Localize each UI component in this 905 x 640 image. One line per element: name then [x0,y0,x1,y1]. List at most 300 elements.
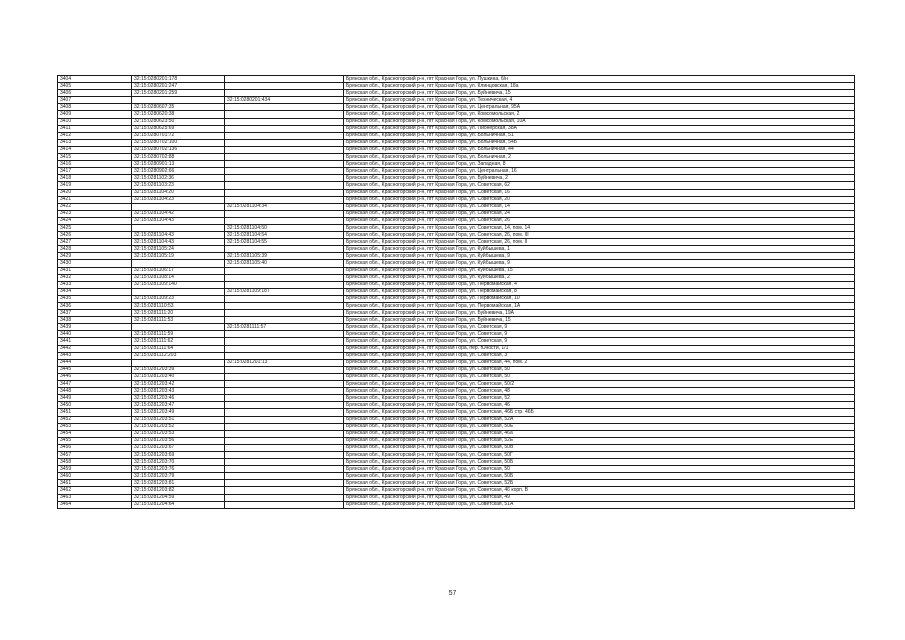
building-cadastral-number-cell [225,423,344,430]
address-cell: Брянская обл., Красногорский р-н, пгт Красная Гора, ул. Пушкина, б/н [344,76,855,83]
table-row [58,352,855,359]
cadastral-number-cell: 32:15:0280702:136 [132,146,225,153]
row-number-cell: 3449 [58,395,132,402]
address-cell: Брянская обл., Красногорский р-н, пгт Красная Гора, ул. Советская, 9 [344,324,855,331]
cadastral-number-cell: 32:15:0280625:69 [132,125,225,132]
cadastral-number-cell: 32:15:0281112:203 [132,352,225,359]
cadastral-number-cell [132,224,225,231]
table-row [58,373,855,380]
address-cell: Брянская обл., Красногорский р-н, пгт Красная Гора, ул. Куйбышева, 2 [344,274,855,281]
cadastral-number-cell: 32:15:0281104:43 [132,217,225,224]
table-row [58,381,855,388]
row-number-cell: 3454 [58,430,132,437]
table-row [58,182,855,189]
table-row [58,217,855,224]
address-cell: Брянская обл., Красногорский р-н, пгт Красная Гора, ул. Пионерская, 38А [344,125,855,132]
building-cadastral-number-cell [225,125,344,132]
building-cadastral-number-cell: 32:15:0280201:434 [225,97,344,104]
table-row [58,423,855,430]
address-cell: Брянская обл., Красногорский р-н, пгт Красная Гора, ул. Буйневича, 15 [344,317,855,324]
address-cell: Брянская обл., Красногорский р-н, пгт Красная Гора, ул. Западная, 8 [344,161,855,168]
row-number-cell: 3408 [58,104,132,111]
building-cadastral-number-cell [225,76,344,83]
building-cadastral-number-cell [225,366,344,373]
row-number-cell: 3434 [58,288,132,295]
cadastral-number-cell: 32:15:0280201:178 [132,76,225,83]
cadastral-number-cell: 32:15:0281204:59 [132,494,225,501]
row-number-cell: 3459 [58,466,132,473]
row-number-cell: 3411 [58,125,132,132]
address-cell: Брянская обл., Красногорский р-н, пгт Красная Гора, ул. Центральная, 16 [344,168,855,175]
cadastral-number-cell: 32:15:0280607:35 [132,104,225,111]
building-cadastral-number-cell [225,345,344,352]
building-cadastral-number-cell [225,388,344,395]
address-cell: Брянская обл., Красногорский р-н, пгт Красная Гора, ул. Советская, 16 [344,189,855,196]
cadastral-number-cell [132,97,225,104]
table-row [58,274,855,281]
cadastral-number-cell: 32:15:0281104:43 [132,232,225,239]
address-cell: Брянская обл., Красногорский р-н, пгт Красная Гора, ул. Больничная, 44 [344,146,855,153]
row-number-cell: 3453 [58,423,132,430]
building-cadastral-number-cell [225,430,344,437]
table-row [58,437,855,444]
table-row [58,303,855,310]
cadastral-number-cell: 32:15:0281203:46 [132,395,225,402]
row-number-cell: 3416 [58,161,132,168]
row-number-cell: 3450 [58,402,132,409]
address-cell: Брянская обл., Красногорский р-н, пгт Красная Гора, ул. Советская, 24 [344,210,855,217]
building-cadastral-number-cell [225,274,344,281]
address-cell: Брянская обл., Красногорский р-н, пгт Красная Гора, ул. Советская, 50Б [344,473,855,480]
building-cadastral-number-cell [225,381,344,388]
row-number-cell: 3447 [58,381,132,388]
building-cadastral-number-cell [225,217,344,224]
table-row [58,345,855,352]
row-number-cell: 3448 [58,388,132,395]
address-cell: Брянская обл., Красногорский р-н, пгт Красная Гора, ул. Больничная, 54Б [344,139,855,146]
address-cell: Брянская обл., Красногорский р-н, пгт Красная Гора, ул. Комсомольская, 2 [344,111,855,118]
table-row [58,480,855,487]
row-number-cell: 3460 [58,473,132,480]
building-cadastral-number-cell [225,338,344,345]
property-register-table [57,75,855,509]
building-cadastral-number-cell [225,451,344,458]
address-cell: Брянская обл., Красногорский р-н, пгт Красная Гора, ул. Центральная, 95А [344,104,855,111]
table-row [58,246,855,253]
building-cadastral-number-cell: 32:15:0281111:57 [225,324,344,331]
building-cadastral-number-cell [225,175,344,182]
address-cell: Брянская обл., Красногорский р-н, пгт Красная Гора, ул. Советская, 14, пом. 14 [344,224,855,231]
row-number-cell: 3451 [58,409,132,416]
row-number-cell: 3428 [58,246,132,253]
cadastral-number-cell: 32:15:0281203:79 [132,473,225,480]
cadastral-number-cell: 32:15:0281203:47 [132,402,225,409]
cadastral-number-cell: 32:15:0280702:88 [132,154,225,161]
table-row [58,288,855,295]
building-cadastral-number-cell [225,196,344,203]
table-row [58,168,855,175]
building-cadastral-number-cell [225,132,344,139]
table-row [58,125,855,132]
building-cadastral-number-cell [225,154,344,161]
building-cadastral-number-cell [225,466,344,473]
table-row [58,487,855,494]
building-cadastral-number-cell [225,182,344,189]
cadastral-number-cell: 32:15:0281111:20 [132,310,225,317]
cadastral-number-cell: 32:15:0281111:64 [132,345,225,352]
table-row [58,409,855,416]
row-number-cell: 3442 [58,345,132,352]
address-cell: Брянская обл., Красногорский р-н, пгт Красная Гора, ул. Советская, 26, пом. II [344,239,855,246]
row-number-cell: 3422 [58,203,132,210]
cadastral-number-cell: 32:15:0281104:42 [132,210,225,217]
cadastral-number-cell: 32:15:0281108:14 [132,274,225,281]
cadastral-number-cell: 32:15:0281203:43 [132,388,225,395]
row-number-cell: 3464 [58,501,132,508]
address-cell: Брянская обл., Красногорский р-н, пгт Красная Гора, ул. Советская, 49 [344,494,855,501]
building-cadastral-number-cell [225,331,344,338]
address-cell: Брянская обл., Красногорский р-н, пгт Красная Гора, ул. Советская, 3 [344,352,855,359]
address-cell: Брянская обл., Красногорский р-н, пгт Красная Гора, ул. Советская, 52 [344,395,855,402]
building-cadastral-number-cell [225,246,344,253]
address-cell: Брянская обл., Красногорский р-н, пгт Красная Гора, ул. Советская, 50/2 [344,381,855,388]
address-cell: Брянская обл., Красногорский р-н, пгт Красная Гора, ул. Больничная, 51 [344,132,855,139]
address-cell: Брянская обл., Красногорский р-н, пгт Красная Гора, ул. Первомайская, 10 [344,295,855,302]
building-cadastral-number-cell [225,168,344,175]
address-cell: Брянская обл., Красногорский р-н, пгт Красная Гора, ул. Советская, 9 [344,338,855,345]
building-cadastral-number-cell [225,83,344,90]
table-row [58,260,855,267]
table-row [58,494,855,501]
table-row [58,239,855,246]
row-number-cell: 3409 [58,111,132,118]
table-row [58,317,855,324]
building-cadastral-number-cell [225,501,344,508]
address-cell: Брянская обл., Красногорский р-н, пгт Красная Гора, ул. Советская, 50 [344,373,855,380]
page-number: 57 [448,590,457,597]
cadastral-number-cell: 32:15:0281106:17 [132,267,225,274]
row-number-cell: 3458 [58,459,132,466]
row-number-cell: 3446 [58,373,132,380]
address-cell: Брянская обл., Красногорский р-н, пгт Красная Гора, ул. Комсомольская, 10А [344,118,855,125]
table-row [58,161,855,168]
building-cadastral-number-cell [225,267,344,274]
building-cadastral-number-cell: 32:15:0281104:34 [225,203,344,210]
table-row [58,366,855,373]
table-row [58,395,855,402]
building-cadastral-number-cell: 32:15:0281105:40 [225,260,344,267]
address-cell: Брянская обл., Красногорский р-н, пгт Красная Гора, ул. Советская, 46Б стр. 46Б [344,409,855,416]
cadastral-number-cell: 32:15:0280702:100 [132,139,225,146]
building-cadastral-number-cell [225,444,344,451]
table-row [58,281,855,288]
table-body [58,76,855,509]
table-row [58,402,855,409]
building-cadastral-number-cell: 32:15:0281201:13 [225,359,344,366]
building-cadastral-number-cell [225,303,344,310]
table-row [58,267,855,274]
cadastral-number-cell [132,260,225,267]
building-cadastral-number-cell [225,480,344,487]
row-number-cell: 3410 [58,118,132,125]
row-number-cell: 3430 [58,260,132,267]
address-cell: Брянская обл., Красногорский р-н, пгт Красная Гора, ул. Советская, 44, пом. 2 [344,359,855,366]
row-number-cell: 3406 [58,90,132,97]
table-row [58,331,855,338]
table-row [58,430,855,437]
row-number-cell: 3418 [58,175,132,182]
row-number-cell: 3412 [58,132,132,139]
row-number-cell: 3426 [58,232,132,239]
cadastral-number-cell: 32:15:0281203:81 [132,480,225,487]
address-cell: Брянская обл., Красногорский р-н, пгт Красная Гора, ул. Советская, 14 [344,203,855,210]
table-row [58,139,855,146]
building-cadastral-number-cell [225,139,344,146]
row-number-cell: 3413 [58,139,132,146]
table-row [58,359,855,366]
address-cell: Брянская обл., Красногорский р-н, пгт Красная Гора, ул. Клинцовская, 18а [344,83,855,90]
row-number-cell: 3463 [58,494,132,501]
table-row [58,111,855,118]
building-cadastral-number-cell [225,473,344,480]
building-cadastral-number-cell [225,402,344,409]
building-cadastral-number-cell [225,210,344,217]
cadastral-number-cell: 32:15:0281203:42 [132,381,225,388]
cadastral-number-cell: 32:15:0281110:53 [132,303,225,310]
address-cell: Брянская обл., Красногорский р-н, пгт Красная Гора, ул. Советская, 51А [344,501,855,508]
cadastral-number-cell [132,324,225,331]
address-cell: Брянская обл., Красногорский р-н, пгт Красная Гора, ул. Советская, 26 [344,217,855,224]
row-number-cell: 3461 [58,480,132,487]
table-row [58,132,855,139]
row-number-cell: 3438 [58,317,132,324]
cadastral-number-cell [132,203,225,210]
building-cadastral-number-cell [225,161,344,168]
cadastral-number-cell: 32:15:0281203:70 [132,459,225,466]
cadastral-number-cell: 32:15:0281105:24 [132,246,225,253]
building-cadastral-number-cell [225,416,344,423]
cadastral-number-cell: 32:15:0281204:64 [132,501,225,508]
address-cell: Брянская обл., Красногорский р-н, пгт Красная Гора, ул. Советская, 52Е [344,437,855,444]
cadastral-number-cell: 32:15:0281203:51 [132,416,225,423]
table-row [58,83,855,90]
address-cell: Брянская обл., Красногорский р-н, пгт Красная Гора, ул. Советская, 50 [344,466,855,473]
address-cell: Брянская обл., Красногорский р-н, пгт Красная Гора, ул. Советская, 20 [344,196,855,203]
row-number-cell: 3405 [58,83,132,90]
table-row [58,76,855,83]
cadastral-number-cell: 32:15:0281203:76 [132,466,225,473]
cadastral-number-cell: 32:15:0281203:82 [132,487,225,494]
row-number-cell: 3443 [58,352,132,359]
table-row [58,459,855,466]
building-cadastral-number-cell: 32:15:0281109:187 [225,288,344,295]
address-cell: Брянская обл., Красногорский р-н, пгт Красная Гора, ул. Советская, 46 корп. В [344,487,855,494]
row-number-cell: 3441 [58,338,132,345]
cadastral-number-cell: 32:15:0281203:67 [132,444,225,451]
table-row [58,97,855,104]
address-cell: Брянская обл., Красногорский р-н, пгт Красная Гора, ул. Куйбышева, 15 [344,267,855,274]
table-row [58,224,855,231]
building-cadastral-number-cell [225,104,344,111]
cadastral-number-cell: 32:15:0281203:56 [132,437,225,444]
cadastral-number-cell: 32:15:0281104:20 [132,189,225,196]
building-cadastral-number-cell [225,459,344,466]
cadastral-number-cell [132,288,225,295]
row-number-cell: 3439 [58,324,132,331]
building-cadastral-number-cell: 32:15:0281104:55 [225,239,344,246]
address-cell: Брянская обл., Красногорский р-н, пгт Красная Гора, ул. Советская, 62 [344,182,855,189]
table-row [58,310,855,317]
building-cadastral-number-cell: 32:15:0281105:39 [225,253,344,260]
building-cadastral-number-cell [225,295,344,302]
building-cadastral-number-cell [225,111,344,118]
address-cell: Брянская обл., Красногорский р-н, пгт Красная Гора, ул. Советская, 50Б [344,459,855,466]
cadastral-number-cell: 32:15:0281103:23 [132,182,225,189]
cadastral-number-cell: 32:15:0281105:19 [132,253,225,260]
building-cadastral-number-cell [225,189,344,196]
row-number-cell: 3445 [58,366,132,373]
address-cell: Брянская обл., Красногорский р-н, пгт Красная Гора, ул. Советская, 52А [344,416,855,423]
table-row [58,146,855,153]
table-row [58,473,855,480]
cadastral-number-cell: 32:15:0281104:43 [132,239,225,246]
cadastral-number-cell: 32:15:0281111:62 [132,338,225,345]
building-cadastral-number-cell [225,409,344,416]
row-number-cell: 3437 [58,310,132,317]
table-row [58,444,855,451]
building-cadastral-number-cell [225,373,344,380]
row-number-cell: 3462 [58,487,132,494]
table-row [58,338,855,345]
building-cadastral-number-cell [225,281,344,288]
address-cell: Брянская обл., Красногорский р-н, пгт Красная Гора, ул. Куйбышева, 1 [344,246,855,253]
cadastral-number-cell: 32:15:0280901:13 [132,161,225,168]
table-row [58,210,855,217]
row-number-cell: 3444 [58,359,132,366]
address-cell: Брянская обл., Красногорский р-н, пгт Красная Гора, ул. Советская, 50Е [344,423,855,430]
table-row [58,154,855,161]
building-cadastral-number-cell [225,487,344,494]
table-row [58,324,855,331]
cadastral-number-cell: 32:15:0280902:66 [132,168,225,175]
building-cadastral-number-cell [225,146,344,153]
row-number-cell: 3427 [58,239,132,246]
address-cell: Брянская обл., Красногорский р-н, пгт Красная Гора, ул. Первомайская, 4 [344,281,855,288]
building-cadastral-number-cell [225,90,344,97]
address-cell: Брянская обл., Красногорский р-н, пгт Красная Гора, ул. Советская, 50 [344,366,855,373]
address-cell: Брянская обл., Красногорский р-н, пгт Красная Гора, ул. Техническая, 4 [344,97,855,104]
cadastral-number-cell: 32:15:0280201:259 [132,90,225,97]
address-cell: Брянская обл., Красногорский р-н, пгт Красная Гора, ул. Советская, 52Б [344,480,855,487]
cadastral-number-cell: 32:15:0281111:59 [132,331,225,338]
building-cadastral-number-cell [225,317,344,324]
row-number-cell: 3457 [58,451,132,458]
address-cell: Брянская обл., Красногорский р-н, пгт Красная Гора, пер. Юности, 1/1 [344,345,855,352]
table-row [58,203,855,210]
cadastral-number-cell: 32:15:0281203:49 [132,409,225,416]
row-number-cell: 3414 [58,146,132,153]
table-row [58,175,855,182]
row-number-cell: 3415 [58,154,132,161]
table-row [58,416,855,423]
table-row [58,253,855,260]
address-cell: Брянская обл., Красногорский р-н, пгт Красная Гора, ул. Советская, 50Г [344,451,855,458]
table-row [58,466,855,473]
cadastral-number-cell: 32:15:0280623:50 [132,118,225,125]
cadastral-number-cell: 32:15:0281203:53 [132,430,225,437]
row-number-cell: 3456 [58,444,132,451]
table-row [58,189,855,196]
row-number-cell: 3440 [58,331,132,338]
table-row [58,501,855,508]
row-number-cell: 3452 [58,416,132,423]
row-number-cell: 3431 [58,267,132,274]
row-number-cell: 3417 [58,168,132,175]
row-number-cell: 3433 [58,281,132,288]
address-cell: Брянская обл., Красногорский р-н, пгт Красная Гора, ул. Советская, 46 [344,402,855,409]
table-row [58,451,855,458]
cadastral-number-cell: 32:15:0281203:39 [132,366,225,373]
address-cell: Брянская обл., Красногорский р-н, пгт Красная Гора, ул. Куйбышева, 9 [344,253,855,260]
cadastral-number-cell [132,359,225,366]
address-cell: Брянская обл., Красногорский р-н, пгт Красная Гора, ул. Советская, 26, пом. III [344,232,855,239]
table-row [58,90,855,97]
building-cadastral-number-cell: 32:15:0281104:50 [225,224,344,231]
building-cadastral-number-cell: 32:15:0281104:54 [225,232,344,239]
address-cell: Брянская обл., Красногорский р-н, пгт Красная Гора, ул. Советская, 9 [344,331,855,338]
cadastral-number-cell: 32:15:0280620:38 [132,111,225,118]
cadastral-number-cell: 32:15:0281203:40 [132,373,225,380]
row-number-cell: 3404 [58,76,132,83]
row-number-cell: 3421 [58,196,132,203]
address-cell: Брянская обл., Красногорский р-н, пгт Красная Гора, ул. Буйневича, 15 [344,90,855,97]
address-cell: Брянская обл., Красногорский р-н, пгт Красная Гора, ул. Больничная, 2 [344,154,855,161]
table-row [58,118,855,125]
building-cadastral-number-cell [225,494,344,501]
table-row [58,388,855,395]
row-number-cell: 3429 [58,253,132,260]
address-cell: Брянская обл., Красногорский р-н, пгт Красная Гора, ул. Советская, 48 [344,388,855,395]
address-cell: Брянская обл., Красногорский р-н, пгт Красная Гора, ул. Буйневича, 2 [344,175,855,182]
cadastral-number-cell: 32:15:0281203:52 [132,423,225,430]
cadastral-number-cell: 32:15:0281109:140 [132,281,225,288]
table-row [58,232,855,239]
cadastral-number-cell: 32:15:0281111:53 [132,317,225,324]
row-number-cell: 3455 [58,437,132,444]
table-row [58,295,855,302]
row-number-cell: 3407 [58,97,132,104]
row-number-cell: 3419 [58,182,132,189]
row-number-cell: 3425 [58,224,132,231]
row-number-cell: 3423 [58,210,132,217]
building-cadastral-number-cell [225,118,344,125]
cadastral-number-cell: 32:15:0281203:69 [132,451,225,458]
row-number-cell: 3420 [58,189,132,196]
cadastral-number-cell: 32:15:0281102:36 [132,175,225,182]
row-number-cell: 3424 [58,217,132,224]
row-number-cell: 3435 [58,295,132,302]
table-row [58,196,855,203]
row-number-cell: 3436 [58,303,132,310]
building-cadastral-number-cell [225,310,344,317]
address-cell: Брянская обл., Красногорский р-н, пгт Красная Гора, ул. Первомайская, 1А [344,303,855,310]
cadastral-number-cell: 32:15:0281104:23 [132,196,225,203]
cadastral-number-cell: 32:15:0280701:72 [132,132,225,139]
address-cell: Брянская обл., Красногорский р-н, пгт Красная Гора, ул. Советская, 50В [344,444,855,451]
cadastral-number-cell: 32:15:0281109:23 [132,295,225,302]
cadastral-number-cell: 32:15:0280201:247 [132,83,225,90]
address-cell: Брянская обл., Красногорский р-н, пгт Красная Гора, ул. Куйбышева, 9 [344,260,855,267]
